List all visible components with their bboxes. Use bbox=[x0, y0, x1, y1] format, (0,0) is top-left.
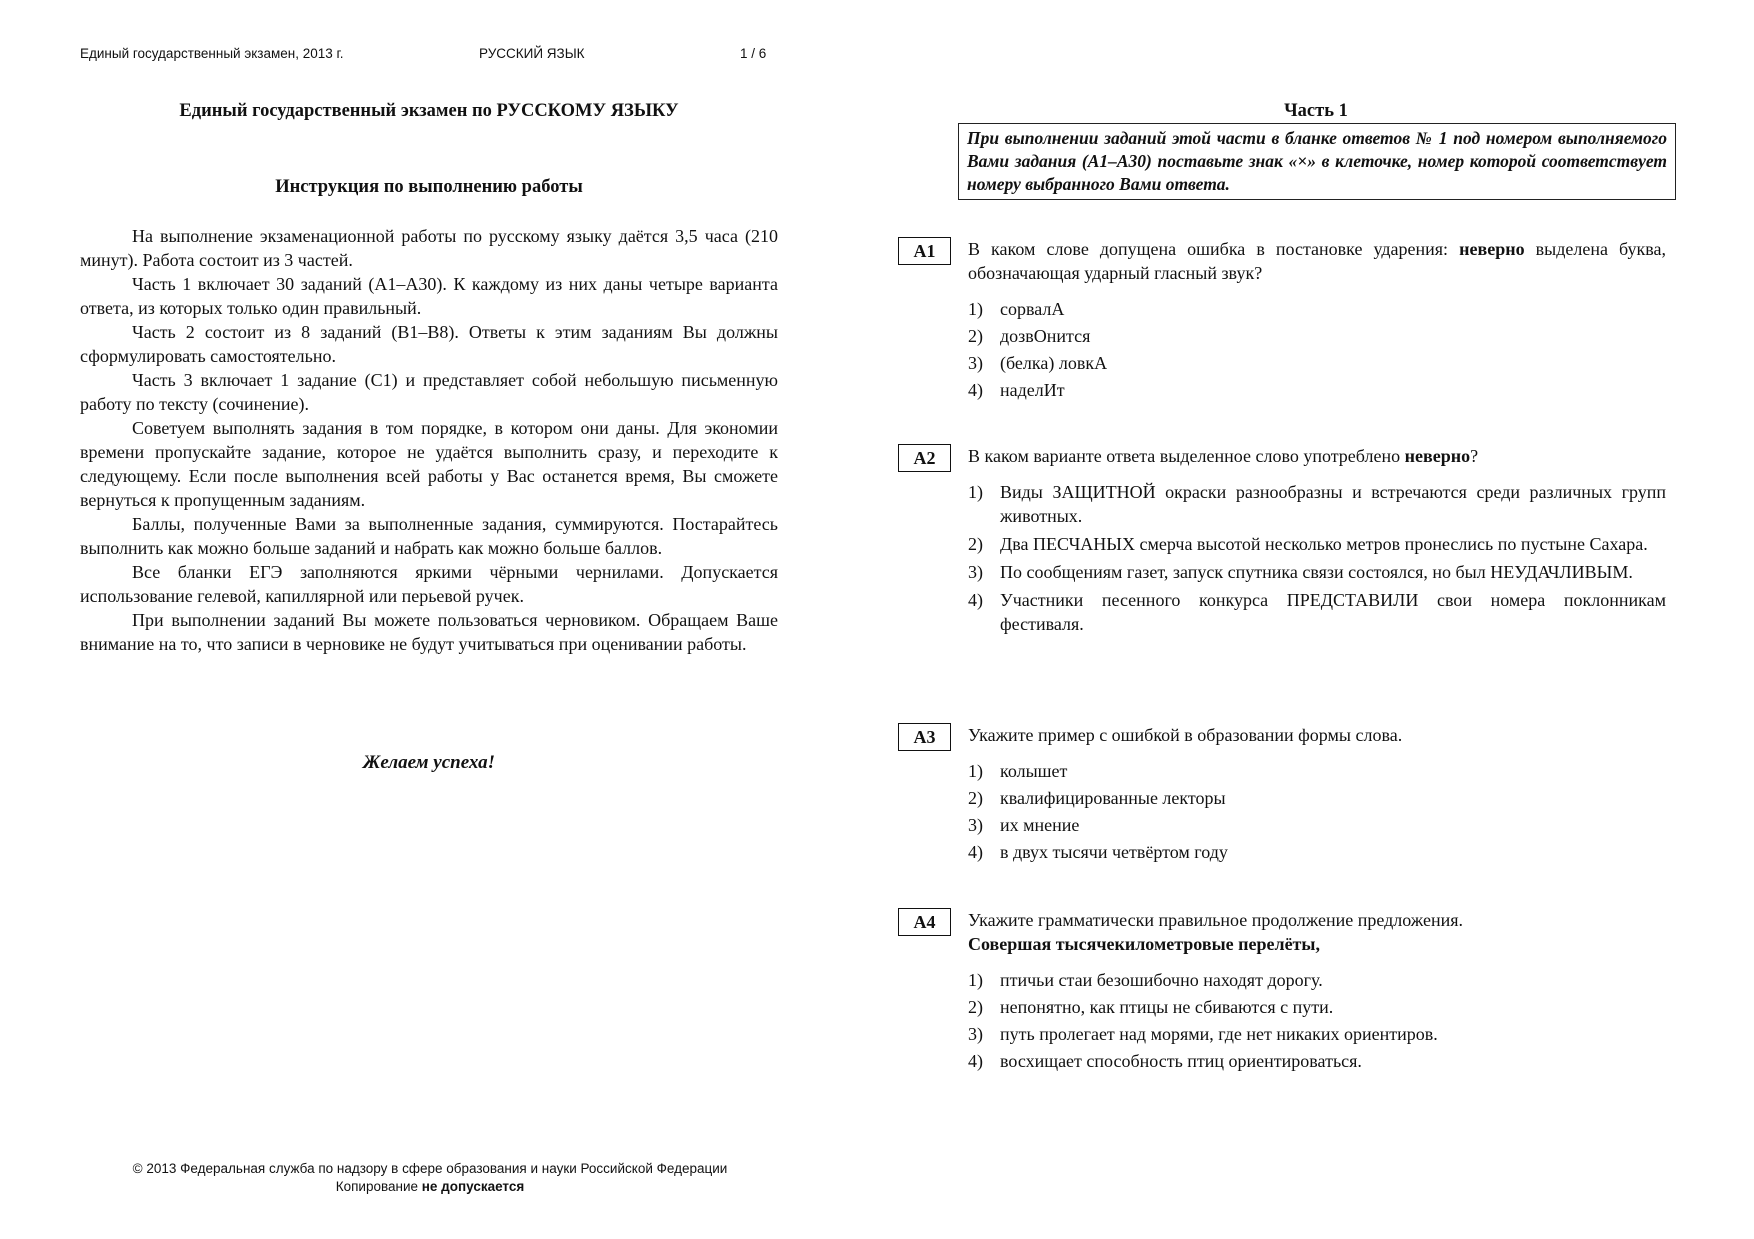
answer-option bbox=[968, 1049, 1666, 1073]
answer-option bbox=[968, 840, 1666, 864]
copy-notice-prefix: Копирование bbox=[335, 1179, 422, 1194]
option-number: 4) bbox=[968, 842, 983, 862]
instruction-paragraph: На выполнение экзаменационной работы по русскому языку даётся 3,5 часа (210 минут). Работа состоит из 3 частей. bbox=[80, 226, 778, 270]
task-question bbox=[968, 237, 1666, 285]
option-text: наделИт bbox=[1000, 380, 1065, 400]
part-instruction-box: При выполнении заданий этой части в бланке ответов № 1 под номером выполняемого Вами задания (А1–А30) поставьте знак «×» в клеточке, номер которой соответствует номеру выбранного Вами ответа. bbox=[958, 123, 1676, 200]
answer-options bbox=[968, 297, 1666, 402]
question-text: Укажите грамматически правильное продолжение предложения. bbox=[968, 910, 1464, 930]
answer-option bbox=[968, 786, 1666, 810]
copyright-footer bbox=[80, 1160, 780, 1196]
task-question bbox=[968, 908, 1666, 956]
answer-option bbox=[968, 480, 1666, 528]
question-text: В каком варианте ответа выделенное слово употреблено bbox=[968, 446, 1405, 466]
answer-option bbox=[968, 759, 1666, 783]
instructions-heading: Инструкция по выполнению работы bbox=[275, 177, 583, 197]
option-number: 4) bbox=[968, 1051, 983, 1071]
question-text: ? bbox=[1470, 446, 1479, 466]
answer-option bbox=[968, 378, 1666, 402]
option-number: 3) bbox=[968, 562, 983, 582]
question-emphasis: неверно bbox=[1459, 239, 1525, 259]
document-title: Единый государственный экзамен по РУССКОМУ ЯЗЫКУ bbox=[179, 101, 679, 121]
task-label: А2 bbox=[898, 444, 951, 472]
option-number: 4) bbox=[968, 590, 983, 610]
copy-notice-bold: не допускается bbox=[421, 1179, 525, 1194]
option-number: 4) bbox=[968, 380, 983, 400]
instruction-paragraph: При выполнении заданий Вы можете пользоваться черновиком. Обращаем Ваше внимание на то, что записи в черновике не будут учитываться при оценивании работы. bbox=[80, 610, 778, 654]
task-a3 bbox=[898, 723, 1666, 867]
instruction-paragraph: Часть 2 состоит из 8 заданий (В1–В8). Ответы к этим заданиям Вы должны сформулировать самостоятельно. bbox=[80, 322, 778, 366]
option-text: Участники песенного конкурса ПРЕДСТАВИЛИ свои номера поклонникам фестиваля. bbox=[1000, 590, 1666, 634]
option-text: По сообщениям газет, запуск спутника связи состоялся, но был НЕУДАЧЛИВЫМ. bbox=[1000, 562, 1633, 582]
option-text: непонятно, как птицы не сбиваются с пути. bbox=[1000, 997, 1334, 1017]
option-number: 3) bbox=[968, 353, 983, 373]
task-a1 bbox=[898, 237, 1666, 405]
option-text: путь пролегает над морями, где нет никаких ориентиров. bbox=[1000, 1024, 1438, 1044]
task-a4 bbox=[898, 908, 1666, 1076]
good-luck-wish: Желаем успеха! bbox=[362, 752, 496, 773]
option-number: 1) bbox=[968, 761, 983, 781]
answer-option bbox=[968, 588, 1666, 636]
answer-option bbox=[968, 532, 1666, 556]
option-text: колышет bbox=[1000, 761, 1068, 781]
header-subject: РУССКИЙ ЯЗЫК bbox=[479, 46, 585, 61]
option-text: Два ПЕСЧАНЫХ смерча высотой несколько метров пронеслись по пустыне Сахара. bbox=[1000, 534, 1648, 554]
copy-notice bbox=[80, 1178, 780, 1196]
header-page-number: 1 / 6 bbox=[740, 46, 767, 61]
option-number: 1) bbox=[968, 299, 983, 319]
answer-option bbox=[968, 297, 1666, 321]
option-number: 3) bbox=[968, 1024, 983, 1044]
question-emphasis: неверно bbox=[1404, 446, 1471, 466]
task-question: Укажите пример с ошибкой в образовании формы слова. bbox=[968, 725, 1403, 745]
header-exam: Единый государственный экзамен, 2013 г. bbox=[80, 46, 344, 61]
option-number: 1) bbox=[968, 482, 983, 502]
option-text: восхищает способность птиц ориентироваться. bbox=[1000, 1051, 1362, 1071]
answer-options bbox=[968, 759, 1666, 864]
option-text: Виды ЗАЩИТНОЙ окраски разнообразны и встречаются среди различных групп животных. bbox=[1000, 482, 1666, 526]
task-label: А3 bbox=[898, 723, 951, 751]
instruction-paragraph: Часть 1 включает 30 заданий (А1–А30). К каждому из них даны четыре варианта ответа, из которых только один правильный. bbox=[80, 274, 778, 318]
answer-option bbox=[968, 324, 1666, 348]
option-text: птичьи стаи безошибочно находят дорогу. bbox=[1000, 970, 1323, 990]
instruction-paragraph: Советуем выполнять задания в том порядке, в котором они даны. Для экономии времени пропускайте задание, которое не удаётся выполнить сразу, и переходите к следующему. Если после выполнения всей работы у Вас останется время, Вы сможете вернуться к пропущенным заданиям. bbox=[80, 418, 778, 510]
answer-option bbox=[968, 813, 1666, 837]
instruction-paragraph: Баллы, полученные Вами за выполненные задания, суммируются. Постарайтесь выполнить как можно больше заданий и набрать как можно больше баллов. bbox=[80, 514, 778, 558]
answer-option bbox=[968, 351, 1666, 375]
option-text: (белка) ловкА bbox=[1000, 353, 1108, 373]
task-a2 bbox=[898, 444, 1666, 640]
option-text: дозвОнится bbox=[1000, 326, 1091, 346]
instruction-paragraph: Все бланки ЕГЭ заполняются яркими чёрными чернилами. Допускается использование гелевой, капиллярной или перьевой ручек. bbox=[80, 562, 778, 606]
answer-options bbox=[968, 480, 1666, 636]
answer-options bbox=[968, 968, 1666, 1073]
answer-option bbox=[968, 560, 1666, 584]
answer-option bbox=[968, 968, 1666, 992]
option-text: в двух тысячи четвёртом году bbox=[1000, 842, 1228, 862]
option-text: квалифицированные лекторы bbox=[1000, 788, 1226, 808]
task-label: А1 bbox=[898, 237, 951, 265]
option-number: 2) bbox=[968, 326, 983, 346]
option-number: 1) bbox=[968, 970, 983, 990]
part-title: Часть 1 bbox=[1284, 101, 1348, 121]
task-question bbox=[968, 444, 1666, 468]
copyright-line: © 2013 Федеральная служба по надзору в сфере образования и науки Российской Федерации bbox=[132, 1161, 728, 1176]
task-label: А4 bbox=[898, 908, 951, 936]
option-number: 2) bbox=[968, 997, 983, 1017]
answer-option bbox=[968, 1022, 1666, 1046]
option-number: 2) bbox=[968, 788, 983, 808]
instruction-paragraph: Часть 3 включает 1 задание (С1) и представляет собой небольшую письменную работу по тексту (сочинение). bbox=[80, 370, 778, 414]
question-text: В каком слове допущена ошибка в постановке ударения: bbox=[968, 239, 1460, 259]
question-text: выделена буква, обозначающая ударный гласный звук? bbox=[968, 239, 1666, 283]
instructions-text bbox=[80, 224, 778, 656]
option-text: сорвалА bbox=[1000, 299, 1065, 319]
sentence-start: Совершая тысячекилометровые перелёты, bbox=[968, 934, 1320, 954]
option-number: 3) bbox=[968, 815, 983, 835]
option-text: их мнение bbox=[1000, 815, 1080, 835]
option-number: 2) bbox=[968, 534, 983, 554]
answer-option bbox=[968, 995, 1666, 1019]
